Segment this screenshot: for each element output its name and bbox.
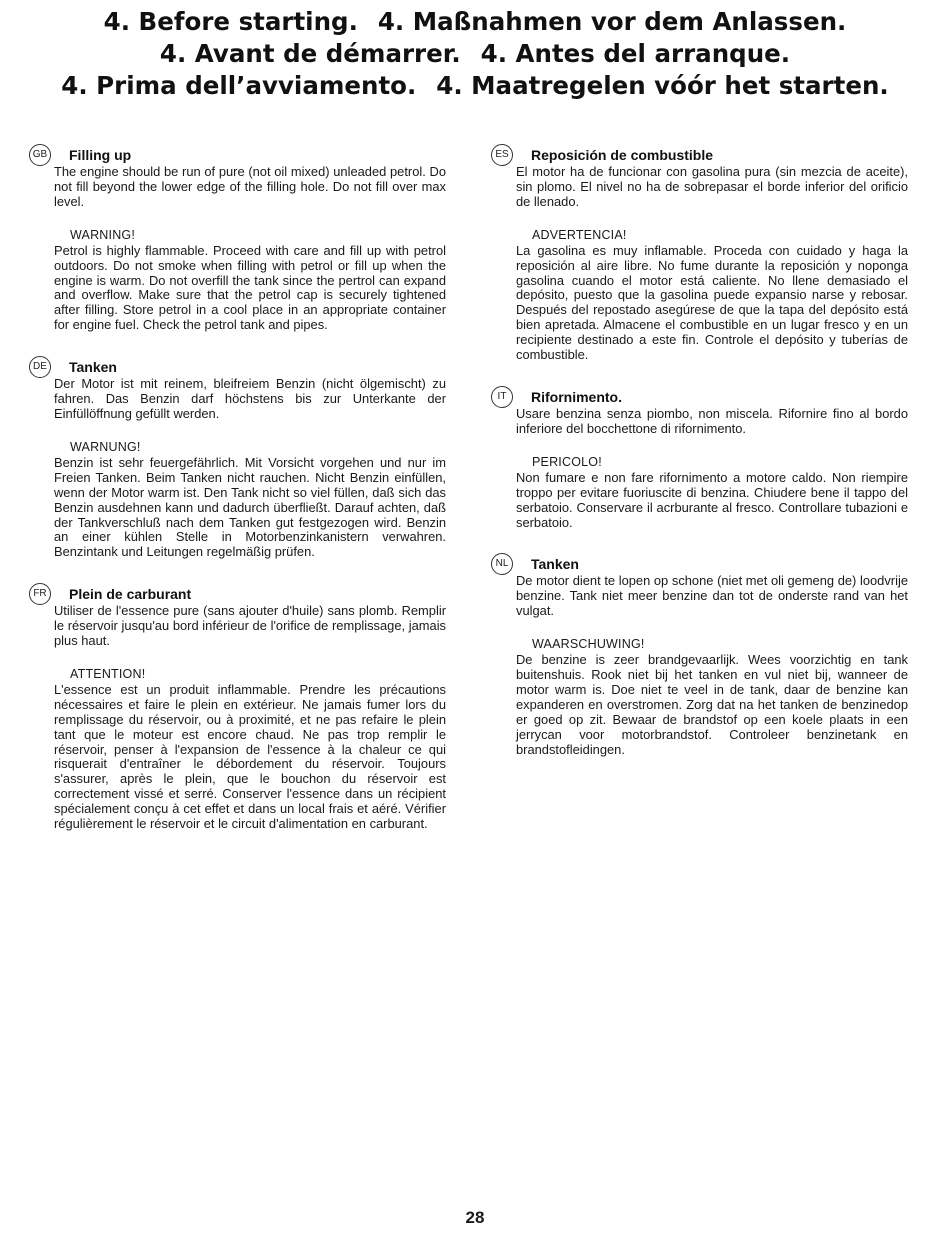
page-header [0,6,950,102]
header-line-1 [0,6,950,38]
section-nl [495,556,908,757]
section-title [32,147,446,163]
section-body: Utiliser de l'essence pure (sans ajouter d'huile) sans plomb. Remplir le réservoir jusqu'au bord inférieur de l'orifice de remplissage, jamais plus haut. [54,603,446,649]
section-it [497,388,908,530]
warning-title: WAARSCHUWING! [532,637,645,652]
language-badge-de: DE [29,356,51,378]
language-badge-es: ES [491,144,513,166]
section-title [497,388,908,405]
section-title [33,586,446,603]
spacer [516,530,908,556]
language-badge-gb: GB [29,144,51,166]
language-badge-nl: NL [491,553,513,575]
warning-body: La gasolina es muy inflamable. Proceda con cuidado y haga la reposición al aire libre. No fume durante la reposición y noponga gasolina cuando el motor está caliente. No llene demasiado el depósito, puesto que la gasolina puede expansio narse y rebosar. Después del repostado asegúrese de que la tapa del depósito está bien apretada. Almacene el combustible en un lugar fresco y en un recipiente destinado a este fin. Controle el depósito y tuberías de combustible. [516,242,908,363]
section-title [33,359,446,376]
section-title-text: Tanken [531,556,579,573]
section-body: El motor ha de funcionar con gasolina pura (sin mezcia de aceite), sin plomo. El nivel no ha de sobrepasar el borde inferior del orificio de llenado. [516,164,908,209]
spacer [54,560,446,586]
heading-fr: 4. Avant de démarrer. [159,39,461,68]
language-badge-fr: FR [29,583,51,605]
left-column [32,147,446,832]
section-title [495,147,908,163]
section-title-text: Filling up [69,147,132,163]
section-gb [32,147,446,333]
heading-es: 4. Antes del arranque. [480,39,791,68]
section-title-text: Plein de carburant [69,586,192,603]
language-badge-it: IT [491,386,513,408]
section-title-text: Tanken [69,359,117,376]
warning-title: PERICOLO! [532,454,602,469]
section-title [495,556,908,573]
section-es [495,147,908,363]
section-fr [33,586,446,832]
warning-body: Non fumare e non fare rifornimento a motore caldo. Non riempire troppo per evitare fuoriuscite di benzina. Chiudere bene il tappo del serbatoio. Conservare il acrburante al fresco. Controllare tubazioni e serbatoio. [516,469,908,530]
section-body: Der Motor ist mit reinem, bleifreiem Benzin (nicht ölgemischt) zu fahren. Das Benzin darf höchstens bis zur Unterkante der Einfüllöffnung gefüllt werden. [54,376,446,421]
warning-body: De benzine is zeer brandgevaarlijk. Wees voorzichtig en tank buitenshuis. Rook niet bij het tanken en vul niet bij, wanneer de motor warm is. Doe niet te veel in de tank, daar de benzine kan expanderen en overstromen. Zorg dat na het tanken de benzinedop er goed op zit. Bewaar de brandstof op een koele plaats in een jerrycan voor motorbrandstof. Controleer benzinetank en brandstofleidingen. [516,652,908,757]
section-body: De motor dient te lopen op schone (niet met oli gemeng de) loodvrije benzine. Tank niet meer benzine dan tot de onderste rand van het vulgat. [516,573,908,619]
spacer [516,363,908,389]
section-de [33,359,446,560]
warning-body: L'essence est un produit inflammable. Prendre les précautions nécessaires et faire le plein en extérieur. Ne jamais fumer lors du remplissage du réservoir, ou à proximité, et ne pas refaire le plein tant que le moteur est encore chaud. Ne pas trop remplir le réservoir, penser à l'expansion de l'essence à la chaleur ce qui risquerait d'entraîner le débordement du réservoir. Toujours s'assurer, après le plein, que le bouchon du réservoir est correctement vissé et serré. Conserver l'essence dans un récipient spécialement conçu à cet effet et dans un local frais et aéré. Vérifier régulièrement le réservoir et le circuit d'alimentation en carburant. [54,681,446,832]
section-body: The engine should be run of pure (not oil mixed) unleaded petrol. Do not fill beyond the lower edge of the filling hole. Do not fill over max level. [54,164,446,209]
warning-title: WARNING! [70,227,136,242]
page-number: 28 [465,1208,485,1227]
warning-body: Benzin ist sehr feuergefährlich. Mit Vorsicht vorgehen und nur im Freien Tanken. Beim Tanken nicht rauchen. Nicht Benzin einfüllen, wenn der Motor warm ist. Den Tank nicht so viel füllen, daß sich das Benzin ausdehnen kann und dadurch überfließt. Darauf achten, daß der Tankverschluß nach dem Tanken gut festgezogen wird. Benzin an einer kühlen Stelle in Motorbenzinkanistern verwahren. Benzintank und Leitungen regelmäßig prüfen. [54,454,446,560]
header-line-2 [0,38,950,70]
heading-de: 4. Maßnahmen vor dem Anlassen. [377,7,847,36]
warning-title: WARNUNG! [70,439,141,454]
section-title-text: Rifornimento. [531,388,622,405]
heading-gb: 4. Before starting. [103,7,358,36]
spacer [54,333,446,359]
heading-it: 4. Prima dell’avviamento. [61,71,417,100]
right-column [495,147,908,757]
header-line-3 [0,70,950,102]
heading-nl: 4. Maatregelen vóór het starten. [436,71,889,100]
section-body: Usare benzina senza piombo, non miscela. Rifornire fino al bordo inferiore del bocchettone di rifornimento. [516,405,908,436]
section-title-text: Reposición de combustible [531,147,714,163]
warning-title: ATTENTION! [70,666,146,681]
warning-title: ADVERTENCIA! [532,227,627,242]
warning-body: Petrol is highly flammable. Proceed with care and fill up with petrol outdoors. Do not smoke when filling with petrol or fill up when the engine is warm. Do not overfill the tank since the pertrol can expand and overflow. Make sure that the petrol cap is securely tightened after filling. Store petrol in a cool place in an appropriate container for engine fuel. Check the petrol tank and pipes. [54,242,446,333]
